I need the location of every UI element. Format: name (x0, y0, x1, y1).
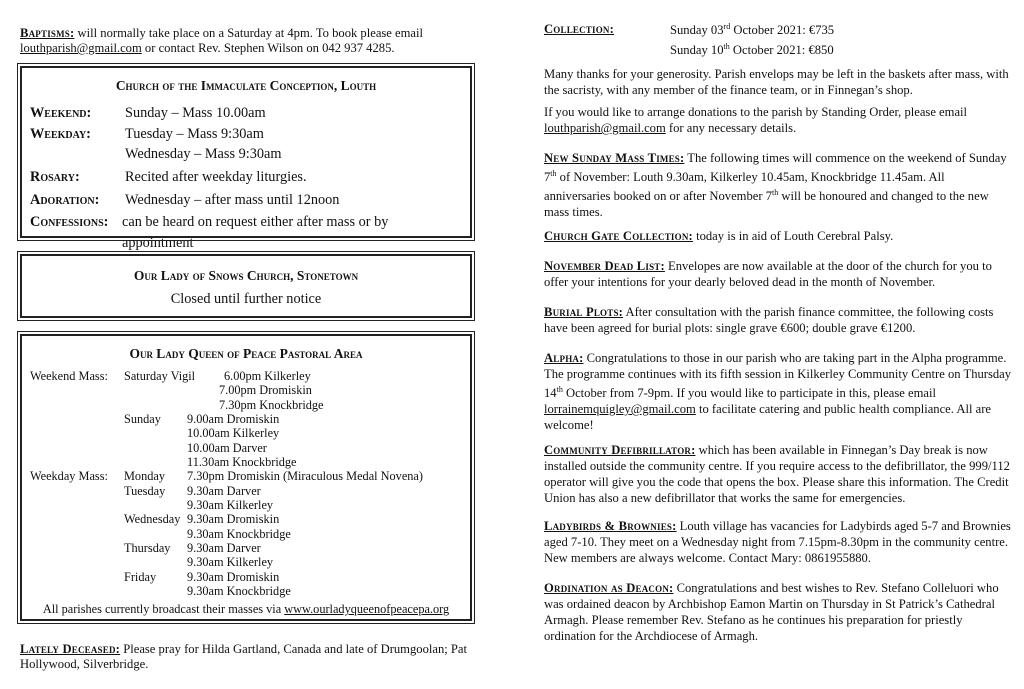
alpha-email-link[interactable]: lorrainemquigley@gmail.com (544, 402, 696, 417)
ordination-paragraph: Ordination as Deacon: Congratulations and best wishes to Rev. Stefano Colleluori who was ordained deacon by Archbishop Eamon Martin on Thursday in St Patrick’s Cathedral Armagh. Please remember Rev. Stefano as he continues his preparation for priestly ordination for the Archdiocese of Armagh. (544, 581, 999, 643)
pastoral-area-link[interactable]: www.ourladyqueenofpeacepa.org (284, 602, 450, 616)
ordination-heading: Ordination as Deacon: (544, 581, 674, 595)
parish-email-link[interactable]: louthparish@gmail.com (20, 41, 142, 55)
sunday-time: 10.00am Darver (187, 440, 267, 455)
friday-time: 9.30am Knockbridge (187, 584, 291, 598)
sunday-time: 10.00am Kilkerley (187, 426, 280, 441)
dead-list-paragraph: November Dead List: Envelopes are now available at the door of the church for you to offer your intentions for your dearly beloved dead in the month of November. (544, 259, 992, 289)
right-column (544, 0, 1014, 689)
weekend-label: Weekend Mass: (30, 369, 108, 383)
collection-line: Sunday 03rd October 2021: €735 (670, 22, 835, 38)
new-times-heading: New Sunday Mass Times: (544, 151, 685, 165)
alpha-paragraph: Alpha: Congratulations to those in our parish who are taking part in the Alpha programme. The programme continues with its fifth session in Kilkerley Community Centre on Thursday 14th October from 7-9pm. If you would like to participate in this, please email lorrainemquigley@gmail.com to facilitate catering and public health compliance. All are welcome! (544, 351, 1012, 433)
schedule-row: Confessions: can be heard on request either after mass or by appointment (30, 214, 389, 252)
lady-of-snows-box (20, 254, 472, 318)
saturday-time: 7.30pm Knockbridge (219, 397, 324, 412)
closed-notice: Closed until further notice (170, 290, 322, 307)
schedule-row: Weekday: Tuesday – Mass 9:30am (30, 125, 264, 142)
monday-time: 7.30pm Dromiskin (Miraculous Medal Novena) (187, 469, 423, 484)
collection-line: Sunday 10th October 2021: €850 (670, 42, 834, 58)
burial-heading: Burial Plots: (544, 305, 624, 319)
tuesday-time: 9.30am Darver (187, 483, 261, 498)
wednesday-time: 9.30am Dromiskin (187, 512, 280, 527)
ladybirds-heading: Ladybirds & Brownies: (544, 519, 677, 533)
sunday-time: 11.30am Knockbridge (187, 455, 297, 469)
saturday-label: Saturday Vigil (124, 369, 196, 383)
immaculate-conception-box (20, 66, 472, 252)
thursday-time: 9.30am Kilkerley (187, 555, 274, 570)
schedule-row: Adoration: Wednesday – after mass until 12noon (30, 191, 340, 208)
box-title: Our Lady Queen of Peace Pastoral Area (129, 346, 363, 361)
thursday-label: Thursday (124, 541, 171, 555)
saturday-time: 6.00pm Kilkerley (224, 369, 311, 383)
baptisms-heading: Baptisms: (20, 26, 75, 40)
weekday-label: Weekday Mass: (30, 469, 108, 484)
saturday-time: 7.00pm Dromiskin (219, 383, 312, 398)
sunday-time: 9.00am Dromiskin (187, 412, 280, 426)
ladybirds-paragraph: Ladybirds & Brownies: Louth village has vacancies for Ladybirds aged 5-7 and Brownies aged 7-10. They meet on a Wednesday night from 7.15pm-8.30pm in the community centre. New members are always welcome. Contact Mary: 0861955880. (544, 519, 1011, 565)
standing-order-paragraph: If you would like to arrange donations to the parish by Standing Order, please email louthparish@gmail.com for any necessary details. (544, 105, 968, 135)
collection-heading: Collection: (544, 22, 615, 36)
gate-collection-paragraph: Church Gate Collection: today is in aid of Louth Cerebral Palsy. (544, 229, 894, 243)
sunday-label: Sunday (124, 412, 161, 426)
wednesday-label: Wednesday (124, 512, 181, 527)
thanks-paragraph: Many thanks for your generosity. Parish envelops may be left in the baskets after mass, with the sacristy, with any member of the finance team, or in Finnegan’s shop. (544, 67, 1009, 97)
dead-list-heading: November Dead List: (544, 259, 665, 273)
wednesday-time: 9.30am Knockbridge (187, 526, 291, 541)
friday-label: Friday (124, 569, 157, 584)
friday-time: 9.30am Dromiskin (187, 569, 280, 584)
alpha-heading: Alpha: (544, 351, 584, 365)
defib-heading: Community Defibrillator: (544, 443, 696, 457)
box-title: Church of the Immaculate Conception, Louth (115, 78, 377, 93)
deceased-heading: Lately Deceased: (20, 642, 121, 656)
schedule-row: Wednesday – Mass 9:30am (125, 146, 282, 163)
thursday-time: 9.30am Darver (187, 541, 261, 555)
baptisms-notice: Baptisms: will normally take place on a Saturday at 4pm. To book please email louthparish@gmail.com or contact Rev. Stephen Wilson on 042 937 4285. (20, 26, 424, 55)
schedule-row: Weekend: Sunday – Mass 10.00am (30, 104, 266, 121)
monday-label: Monday (124, 469, 165, 484)
gate-heading: Church Gate Collection: (544, 229, 693, 243)
broadcast-notice: All parishes currently broadcast their masses via www.ourladyqueenofpeacepa.org (42, 602, 450, 616)
burial-plots-paragraph: Burial Plots: After consultation with the parish finance committee, the following costs have been agreed for burial plots: single grave €600; double grave €1200. (544, 305, 994, 335)
schedule-row: Rosary: Recited after weekday liturgies. (30, 169, 307, 186)
mass-schedule-table (30, 369, 470, 599)
defibrillator-paragraph: Community Defibrillator: which has been available in Finnegan’s Day break is now installed outside the community centre. If you require access to the defibrillator, the 999/112 operator will give you the code that opens the box. Please share this information. The Credit Union has also a new defibrillator that works the same for emergencies. (544, 443, 1010, 505)
tuesday-label: Tuesday (124, 483, 166, 498)
box-title: Our Lady of Snows Church, Stonetown (133, 268, 359, 283)
parish-email-link[interactable]: louthparish@gmail.com (544, 121, 666, 135)
queen-of-peace-box (20, 334, 472, 621)
tuesday-time: 9.30am Kilkerley (187, 498, 274, 512)
lately-deceased-notice: Lately Deceased: Please pray for Hilda Gartland, Canada and late of Drumgoolan; Pat Hollywood, Silverbridge. (20, 642, 467, 671)
new-mass-times-paragraph: New Sunday Mass Times: The following times will commence on the weekend of Sunday 7th of November: Louth 9.30am, Kilkerley 10.45am, Knockbridge 11.45am. All anniversaries booked on or after November 7th will be honoured and changed to the new mass times. (544, 151, 1007, 220)
